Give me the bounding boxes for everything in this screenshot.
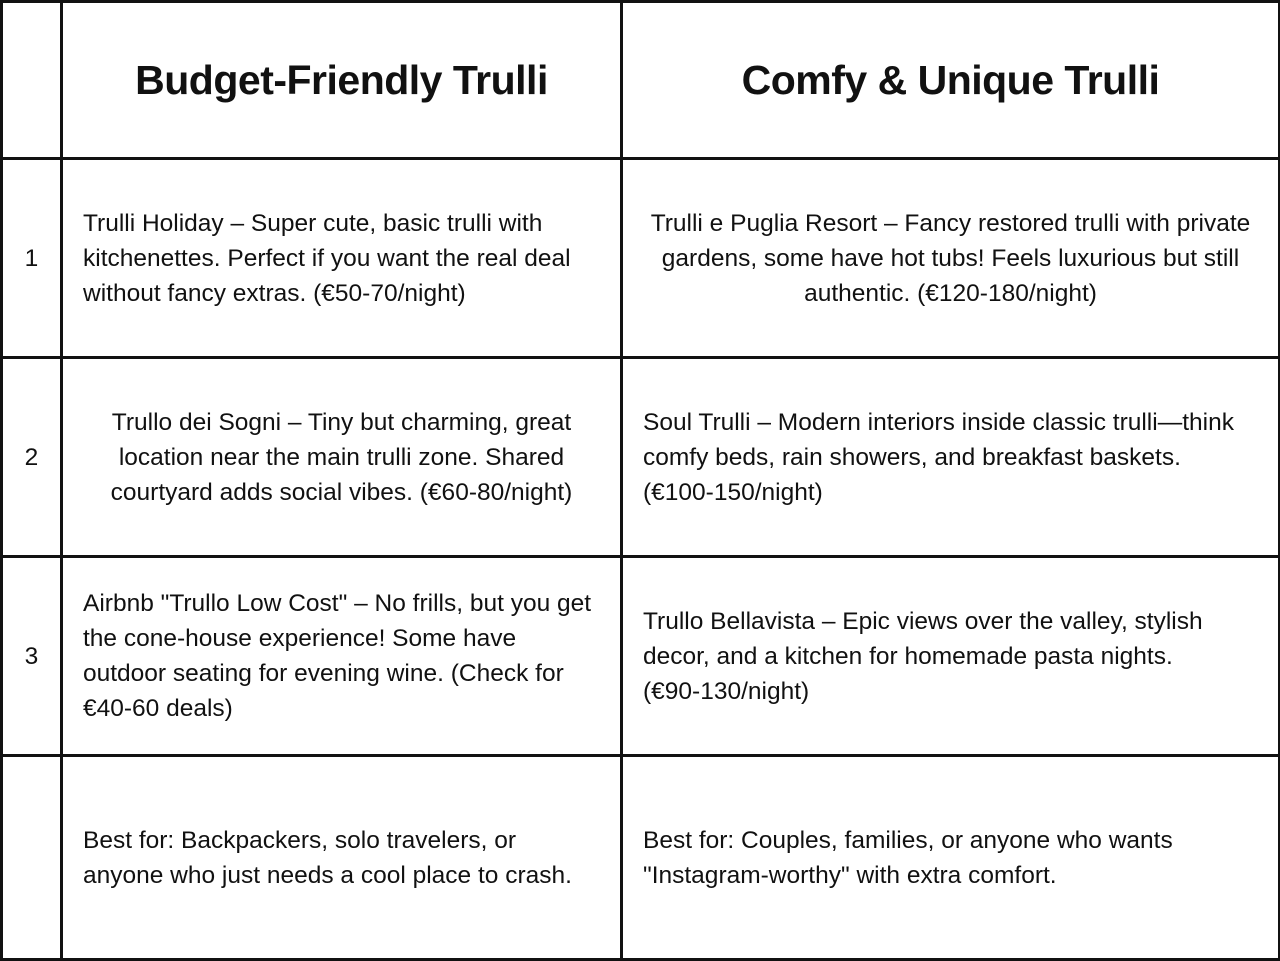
budget-cell: Trulli Holiday – Super cute, basic trulli with kitchenettes. Perfect if you want the real deal without fancy extras. (€50-70/night) — [62, 159, 622, 358]
row-number: 2 — [2, 358, 62, 557]
table-row — [2, 159, 1280, 358]
comfy-cell: Trullo Bellavista – Epic views over the valley, stylish decor, and a kitchen for homemade pasta nights. (€90-130/night) — [622, 557, 1280, 756]
budget-best-for-cell: Best for: Backpackers, solo travelers, or anyone who just needs a cool place to crash. — [62, 756, 622, 960]
header-row — [2, 2, 1280, 159]
row-number — [2, 756, 62, 960]
budget-cell: Trullo dei Sogni – Tiny but charming, great location near the main trulli zone. Shared courtyard adds social vibes. (€60-80/night) — [62, 358, 622, 557]
header-index — [2, 2, 62, 159]
table-row — [2, 557, 1280, 756]
row-number: 3 — [2, 557, 62, 756]
comfy-cell: Soul Trulli – Modern interiors inside classic trulli—think comfy beds, rain showers, and breakfast baskets. (€100-150/night) — [622, 358, 1280, 557]
comfy-cell: Trulli e Puglia Resort – Fancy restored trulli with private gardens, some have hot tubs! Feels luxurious but still authentic. (€120-180/night) — [622, 159, 1280, 358]
comfy-best-for-cell: Best for: Couples, families, or anyone who wants "Instagram-worthy" with extra comfort. — [622, 756, 1280, 960]
header-budget: Budget-Friendly Trulli — [62, 2, 622, 159]
row-number: 1 — [2, 159, 62, 358]
budget-cell: Airbnb "Trullo Low Cost" – No frills, but you get the cone-house experience! Some have outdoor seating for evening wine. (Check for €40-60 deals) — [62, 557, 622, 756]
table-row-best-for — [2, 756, 1280, 960]
header-comfy: Comfy & Unique Trulli — [622, 2, 1280, 159]
table-row — [2, 358, 1280, 557]
